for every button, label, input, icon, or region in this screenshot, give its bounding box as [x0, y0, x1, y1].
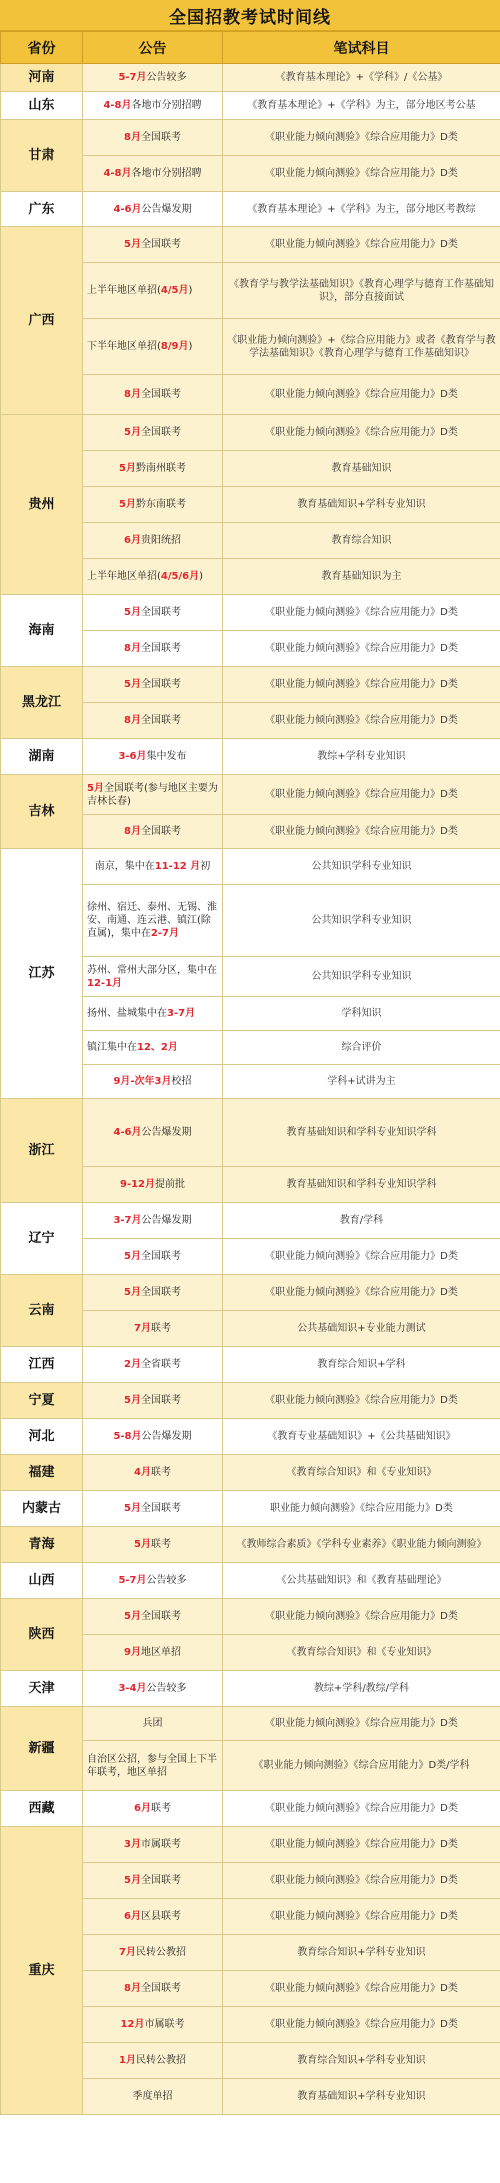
notice-cell [83, 1455, 223, 1491]
notice-date: 1月 [119, 2055, 136, 2066]
table-row [1, 1203, 500, 1239]
subjects-cell: 《职业能力倾向测验》《综合应用能力》D类 [223, 595, 500, 631]
notice-text: 初 [200, 861, 211, 872]
notice-date: 5-8月 [113, 1431, 142, 1442]
notice-cell [83, 92, 223, 120]
notice-cell [83, 1707, 223, 1741]
notice-cell [83, 156, 223, 192]
notice-cell [83, 1239, 223, 1275]
notice-cell [83, 1563, 223, 1599]
subjects-cell: 教综+学科/教综/学科 [223, 1671, 500, 1707]
subjects-cell: 《职业能力倾向测验》《综合应用能力》D类 [223, 1383, 500, 1419]
province-cell: 陕西 [1, 1599, 83, 1671]
table-row [1, 1707, 500, 1741]
notice-date: 12月 [120, 2019, 145, 2030]
subjects-cell: 《教育综合知识》和《专业知识》 [223, 1455, 500, 1491]
notice-date: 9-12月 [119, 1179, 156, 1190]
notice-date: 8月 [124, 643, 141, 654]
subjects-cell: 教育基础知识+学科专业知识 [223, 2079, 500, 2115]
notice-text: 地区单招 [140, 1647, 181, 1658]
province-cell: 吉林 [1, 775, 83, 849]
notice-cell [83, 1741, 223, 1791]
notice-cell [83, 1203, 223, 1239]
notice-cell [83, 2079, 223, 2115]
notice-cell [83, 1275, 223, 1311]
table-row [1, 1455, 500, 1491]
notice-date: 8月 [124, 132, 141, 143]
notice-date: 6月 [134, 1803, 151, 1814]
notice-text: 全国联考 [140, 1503, 181, 1514]
notice-cell [83, 451, 223, 487]
notice-text: 兵团 [142, 1718, 163, 1729]
notice-date: 8月 [124, 389, 141, 400]
table-row [1, 120, 500, 156]
subjects-cell: 《教育综合知识》和《专业知识》 [223, 1635, 500, 1671]
province-cell: 宁夏 [1, 1383, 83, 1419]
notice-cell [83, 667, 223, 703]
notice-cell [83, 120, 223, 156]
subjects-cell: 教育基础知识和学科专业知识学科 [223, 1099, 500, 1167]
province-cell: 海南 [1, 595, 83, 667]
notice-text: 全国联考 [140, 715, 181, 726]
notice-date: 8月 [124, 715, 141, 726]
notice-date: 7月 [134, 1323, 151, 1334]
notice-text: 全国联考 [140, 1287, 181, 1298]
notice-text: 联考 [150, 1467, 171, 1478]
province-cell: 江苏 [1, 849, 83, 1099]
header-province: 省份 [1, 32, 83, 64]
subjects-cell: 《职业能力倾向测验》《综合应用能力》D类 [223, 815, 500, 849]
notice-text: 各地市分别招聘 [131, 100, 202, 111]
notice-text: ) [199, 571, 203, 582]
notice-date: 5月 [87, 782, 104, 794]
notice-cell [83, 1899, 223, 1935]
notice-text: 上半年地区单招( [87, 285, 161, 296]
notice-date: 4月 [134, 1467, 151, 1478]
notice-cell [83, 815, 223, 849]
province-cell: 山东 [1, 92, 83, 120]
notice-cell [83, 1971, 223, 2007]
notice-text: 市属联考 [140, 1839, 181, 1850]
table-row [1, 92, 500, 120]
table-row [1, 415, 500, 451]
exam-timeline-table [0, 31, 500, 2115]
notice-cell [83, 1031, 223, 1065]
province-cell: 西藏 [1, 1791, 83, 1827]
notice-cell [83, 1635, 223, 1671]
notice-cell [83, 1347, 223, 1383]
province-cell: 湖南 [1, 739, 83, 775]
subjects-cell: 教育/学科 [223, 1203, 500, 1239]
notice-date: 4/5/6月 [160, 571, 200, 582]
notice-cell [83, 1491, 223, 1527]
notice-text: 联考 [150, 1803, 171, 1814]
province-cell: 黑龙江 [1, 667, 83, 739]
province-cell: 甘肃 [1, 120, 83, 192]
notice-date: 8月 [124, 1983, 141, 1994]
notice-text: 全国联考 [140, 427, 181, 438]
notice-text: 徐州、宿迁、泰州、无锡、淮安、南通、连云港、镇江(除直属)，集中在 [87, 902, 217, 939]
notice-cell [83, 1383, 223, 1419]
subjects-cell: 《职业能力倾向测验》《综合应用能力》D类 [223, 631, 500, 667]
table-row [1, 595, 500, 631]
notice-date: 12、2月 [137, 1042, 178, 1053]
header-notice: 公告 [83, 32, 223, 64]
subjects-cell: 教育综合知识+学科专业知识 [223, 1935, 500, 1971]
notice-cell [83, 64, 223, 92]
notice-date: 5月 [134, 1539, 151, 1550]
subjects-cell: 《职业能力倾向测验》《综合应用能力》D类 [223, 156, 500, 192]
table-row [1, 64, 500, 92]
table-header-row [1, 32, 500, 64]
notice-text: 全国联考 [140, 643, 181, 654]
notice-text: 全国联考 [140, 679, 181, 690]
notice-text: 全国联考 [140, 239, 181, 250]
subjects-cell: 《职业能力倾向测验》《综合应用能力》D类 [223, 1599, 500, 1635]
notice-date: 5月 [124, 1611, 141, 1622]
notice-text: 黔南州联考 [135, 463, 186, 474]
notice-date: 5月 [119, 499, 136, 510]
notice-date: 5月 [124, 239, 141, 250]
subjects-cell: 《职业能力倾向测验》《综合应用能力》D类 [223, 227, 500, 263]
notice-date: 8/9月 [160, 341, 189, 352]
notice-date: 11-12 月 [154, 861, 201, 872]
notice-cell [83, 997, 223, 1031]
notice-text: 自治区公招，参与全国上下半年联考，地区单招 [87, 1753, 217, 1778]
notice-cell [83, 523, 223, 559]
province-cell: 广东 [1, 192, 83, 227]
notice-cell [83, 2043, 223, 2079]
notice-cell [83, 885, 223, 957]
subjects-cell: 《职业能力倾向测验》《综合应用能力》D类 [223, 1971, 500, 2007]
notice-cell [83, 1863, 223, 1899]
notice-date: 3月 [124, 1839, 141, 1850]
notice-date: 9月 [124, 1647, 141, 1658]
province-cell: 江西 [1, 1347, 83, 1383]
notice-date: 12-1月 [87, 977, 123, 989]
table-row [1, 849, 500, 885]
notice-cell [83, 415, 223, 451]
table-row [1, 775, 500, 815]
notice-cell [83, 192, 223, 227]
subjects-cell: 《职业能力倾向测验》《综合应用能力》D类/学科 [223, 1741, 500, 1791]
subjects-cell: 《职业能力倾向测验》+《综合应用能力》或者《教育学与教学法基础知识》《教育心理学与德育工作基础知识》 [223, 319, 500, 375]
notice-text: 镇江集中在 [87, 1042, 137, 1053]
table-row [1, 1527, 500, 1563]
notice-text: 区县联考 [140, 1911, 181, 1922]
notice-text: ) [188, 341, 193, 352]
page-title: 全国招教考试时间线 [0, 0, 500, 31]
notice-text: 上半年地区单招( [87, 571, 161, 582]
notice-text: 季度单招 [132, 2091, 173, 2102]
notice-cell [83, 559, 223, 595]
subjects-cell: 《职业能力倾向测验》《综合应用能力》D类 [223, 375, 500, 415]
notice-date: 6月 [124, 535, 141, 546]
subjects-cell: 《教育学与教学法基础知识》《教育心理学与德育工作基础知识》，部分直接面试 [223, 263, 500, 319]
subjects-cell: 《教育基本理论》+《学科》为主，部分地区考公基 [223, 92, 500, 120]
province-cell: 福建 [1, 1455, 83, 1491]
notice-text: 公告爆发期 [141, 1431, 192, 1442]
subjects-cell: 《教育专业基础知识》+《公共基础知识》 [223, 1419, 500, 1455]
subjects-cell: 《教育基本理论》+《学科》/《公基》 [223, 64, 500, 92]
notice-date: 4-6月 [113, 203, 142, 215]
notice-cell [83, 227, 223, 263]
notice-date: 3-7月 [167, 1008, 196, 1019]
notice-text: 全国联考 [140, 132, 181, 143]
notice-date: 5月 [124, 679, 141, 690]
notice-cell [83, 487, 223, 523]
notice-text: 全国联考 [140, 1395, 181, 1406]
notice-date: 6月 [124, 1911, 141, 1922]
subjects-cell: 《公共基础知识》和《教育基础理论》 [223, 1563, 500, 1599]
table-row [1, 1491, 500, 1527]
notice-text: 公告爆发期 [141, 1215, 192, 1226]
province-cell: 广西 [1, 227, 83, 415]
subjects-cell: 《职业能力倾向测验》《综合应用能力》D类 [223, 1275, 500, 1311]
notice-cell [83, 1671, 223, 1707]
table-row [1, 667, 500, 703]
subjects-cell: 公共知识学科专业知识 [223, 885, 500, 957]
table-row [1, 1827, 500, 1863]
province-cell: 河北 [1, 1419, 83, 1455]
subjects-cell: 《职业能力倾向测验》《综合应用能力》D类 [223, 1707, 500, 1741]
notice-cell [83, 1065, 223, 1099]
notice-date: 5月 [124, 1395, 141, 1406]
table-row [1, 739, 500, 775]
province-cell: 贵州 [1, 415, 83, 595]
notice-date: 3-6月 [118, 751, 147, 762]
province-cell: 重庆 [1, 1827, 83, 2115]
notice-cell [83, 2007, 223, 2043]
province-cell: 河南 [1, 64, 83, 92]
notice-date: 3-7月 [113, 1215, 142, 1226]
province-cell: 青海 [1, 1527, 83, 1563]
subjects-cell: 《职业能力倾向测验》《综合应用能力》D类 [223, 1899, 500, 1935]
notice-text: 民转公教招 [135, 2055, 186, 2066]
notice-cell [83, 1791, 223, 1827]
subjects-cell: 教育综合知识+学科 [223, 1347, 500, 1383]
subjects-cell: 《职业能力倾向测验》《综合应用能力》D类 [223, 415, 500, 451]
notice-text: 全省联考 [140, 1359, 181, 1370]
notice-text: 公告较多 [146, 72, 187, 83]
table-row [1, 1099, 500, 1167]
notice-date: 4-8月 [103, 100, 132, 111]
subjects-cell: 《教师综合素质》《学科专业素养》《职业能力倾向测验》 [223, 1527, 500, 1563]
notice-text: 苏州、常州大部分区，集中在 [87, 964, 217, 976]
notice-text: 下半年地区单招( [87, 341, 161, 352]
notice-date: 7月 [119, 1947, 136, 1958]
notice-date: 5-7月 [118, 1575, 147, 1586]
notice-cell [83, 319, 223, 375]
table-row [1, 227, 500, 263]
province-cell: 辽宁 [1, 1203, 83, 1275]
notice-text: 全国联考 [140, 1983, 181, 1994]
notice-cell [83, 957, 223, 997]
subjects-cell: 教育基础知识+学科专业知识 [223, 487, 500, 523]
notice-text: 贵阳统招 [140, 535, 181, 546]
subjects-cell: 《职业能力倾向测验》《综合应用能力》D类 [223, 667, 500, 703]
notice-date: 8月 [124, 826, 141, 837]
notice-cell [83, 739, 223, 775]
notice-date: 4/5月 [160, 285, 189, 296]
subjects-cell: 教育基础知识为主 [223, 559, 500, 595]
notice-text: 全国联考 [140, 389, 181, 400]
notice-cell [83, 849, 223, 885]
subjects-cell: 《职业能力倾向测验》《综合应用能力》D类 [223, 1827, 500, 1863]
notice-text: 全国联考 [140, 1251, 181, 1262]
notice-text: 集中发布 [146, 751, 187, 762]
notice-text: 公告较多 [146, 1683, 187, 1694]
subjects-cell: 《职业能力倾向测验》《综合应用能力》D类 [223, 2007, 500, 2043]
subjects-cell: 教育综合知识+学科专业知识 [223, 2043, 500, 2079]
subjects-cell: 《教育基本理论》+《学科》为主，部分地区考教综 [223, 192, 500, 227]
notice-date: 5月 [124, 427, 141, 438]
notice-text: 公告爆发期 [141, 203, 192, 215]
province-cell: 云南 [1, 1275, 83, 1347]
notice-cell [83, 1827, 223, 1863]
subjects-cell: 公共知识学科专业知识 [223, 849, 500, 885]
notice-cell [83, 703, 223, 739]
notice-cell [83, 1167, 223, 1203]
notice-cell [83, 1935, 223, 1971]
subjects-cell: 《职业能力倾向测验》《综合应用能力》D类 [223, 1863, 500, 1899]
notice-text: 公告较多 [146, 1575, 187, 1586]
notice-cell [83, 775, 223, 815]
subjects-cell: 教育综合知识 [223, 523, 500, 559]
notice-cell [83, 631, 223, 667]
notice-text: 联考 [150, 1323, 171, 1334]
subjects-cell: 职业能力倾向测验》《综合应用能力》D类 [223, 1491, 500, 1527]
notice-text: 南京，集中在 [94, 861, 155, 872]
notice-text: 全国联考 [140, 826, 181, 837]
subjects-cell: 学科知识 [223, 997, 500, 1031]
notice-text: 黔东南联考 [135, 499, 186, 510]
notice-date: 5月 [124, 1287, 141, 1298]
notice-date: 5-7月 [118, 72, 147, 83]
notice-text: 全国联考 [140, 1611, 181, 1622]
province-cell: 浙江 [1, 1099, 83, 1203]
notice-text: ) [188, 285, 193, 296]
notice-cell [83, 375, 223, 415]
subjects-cell: 《职业能力倾向测验》《综合应用能力》D类 [223, 120, 500, 156]
subjects-cell: 公共知识学科专业知识 [223, 957, 500, 997]
subjects-cell: 《职业能力倾向测验》《综合应用能力》D类 [223, 1239, 500, 1275]
subjects-cell: 教育基础知识 [223, 451, 500, 487]
subjects-cell: 《职业能力倾向测验》《综合应用能力》D类 [223, 703, 500, 739]
notice-date: 5月 [124, 1251, 141, 1262]
subjects-cell: 教综+学科专业知识 [223, 739, 500, 775]
subjects-cell: 学科+试讲为主 [223, 1065, 500, 1099]
notice-text: 全国联考 [140, 607, 181, 618]
subjects-cell: 《职业能力倾向测验》《综合应用能力》D类 [223, 775, 500, 815]
table-row [1, 1599, 500, 1635]
table-row [1, 1275, 500, 1311]
province-cell: 天津 [1, 1671, 83, 1707]
notice-text: 扬州、盐城集中在 [87, 1008, 167, 1019]
notice-date: 4-6月 [113, 1127, 142, 1138]
subjects-cell: 公共基础知识+专业能力测试 [223, 1311, 500, 1347]
table-row [1, 1563, 500, 1599]
table-row [1, 1419, 500, 1455]
notice-text: 全国联考(参与地区主要为吉林长春) [87, 782, 218, 807]
notice-cell [83, 1099, 223, 1167]
notice-text: 全国联考 [140, 1875, 181, 1886]
province-cell: 新疆 [1, 1707, 83, 1791]
notice-text: 市属联考 [144, 2019, 185, 2030]
header-subjects: 笔试科目 [223, 32, 500, 64]
notice-date: 2月 [124, 1359, 141, 1370]
notice-cell [83, 1599, 223, 1635]
province-cell: 内蒙古 [1, 1491, 83, 1527]
notice-date: 5月 [124, 1875, 141, 1886]
table-row [1, 1671, 500, 1707]
notice-text: 联考 [150, 1539, 171, 1550]
notice-text: 民转公教招 [135, 1947, 186, 1958]
subjects-cell: 综合评价 [223, 1031, 500, 1065]
notice-date: 5月 [124, 1503, 141, 1514]
notice-text: 提前批 [155, 1179, 186, 1190]
notice-cell [83, 1419, 223, 1455]
notice-cell [83, 595, 223, 631]
province-cell: 山西 [1, 1563, 83, 1599]
notice-date: 2-7月 [150, 928, 179, 939]
table-row [1, 1791, 500, 1827]
subjects-cell: 《职业能力倾向测验》《综合应用能力》D类 [223, 1791, 500, 1827]
notice-cell [83, 1311, 223, 1347]
notice-date: 9月-次年3月 [113, 1076, 172, 1087]
notice-date: 3-4月 [118, 1683, 147, 1694]
notice-date: 4-8月 [103, 168, 132, 179]
table-row [1, 1347, 500, 1383]
table-row [1, 192, 500, 227]
table-row [1, 1383, 500, 1419]
notice-date: 5月 [124, 607, 141, 618]
notice-cell [83, 263, 223, 319]
notice-cell [83, 1527, 223, 1563]
table-body [1, 64, 500, 2115]
notice-text: 公告爆发期 [141, 1127, 192, 1138]
notice-text: 各地市分别招聘 [131, 168, 202, 179]
notice-text: 校招 [171, 1076, 192, 1087]
subjects-cell: 教育基础知识和学科专业知识学科 [223, 1167, 500, 1203]
notice-date: 5月 [119, 463, 136, 474]
